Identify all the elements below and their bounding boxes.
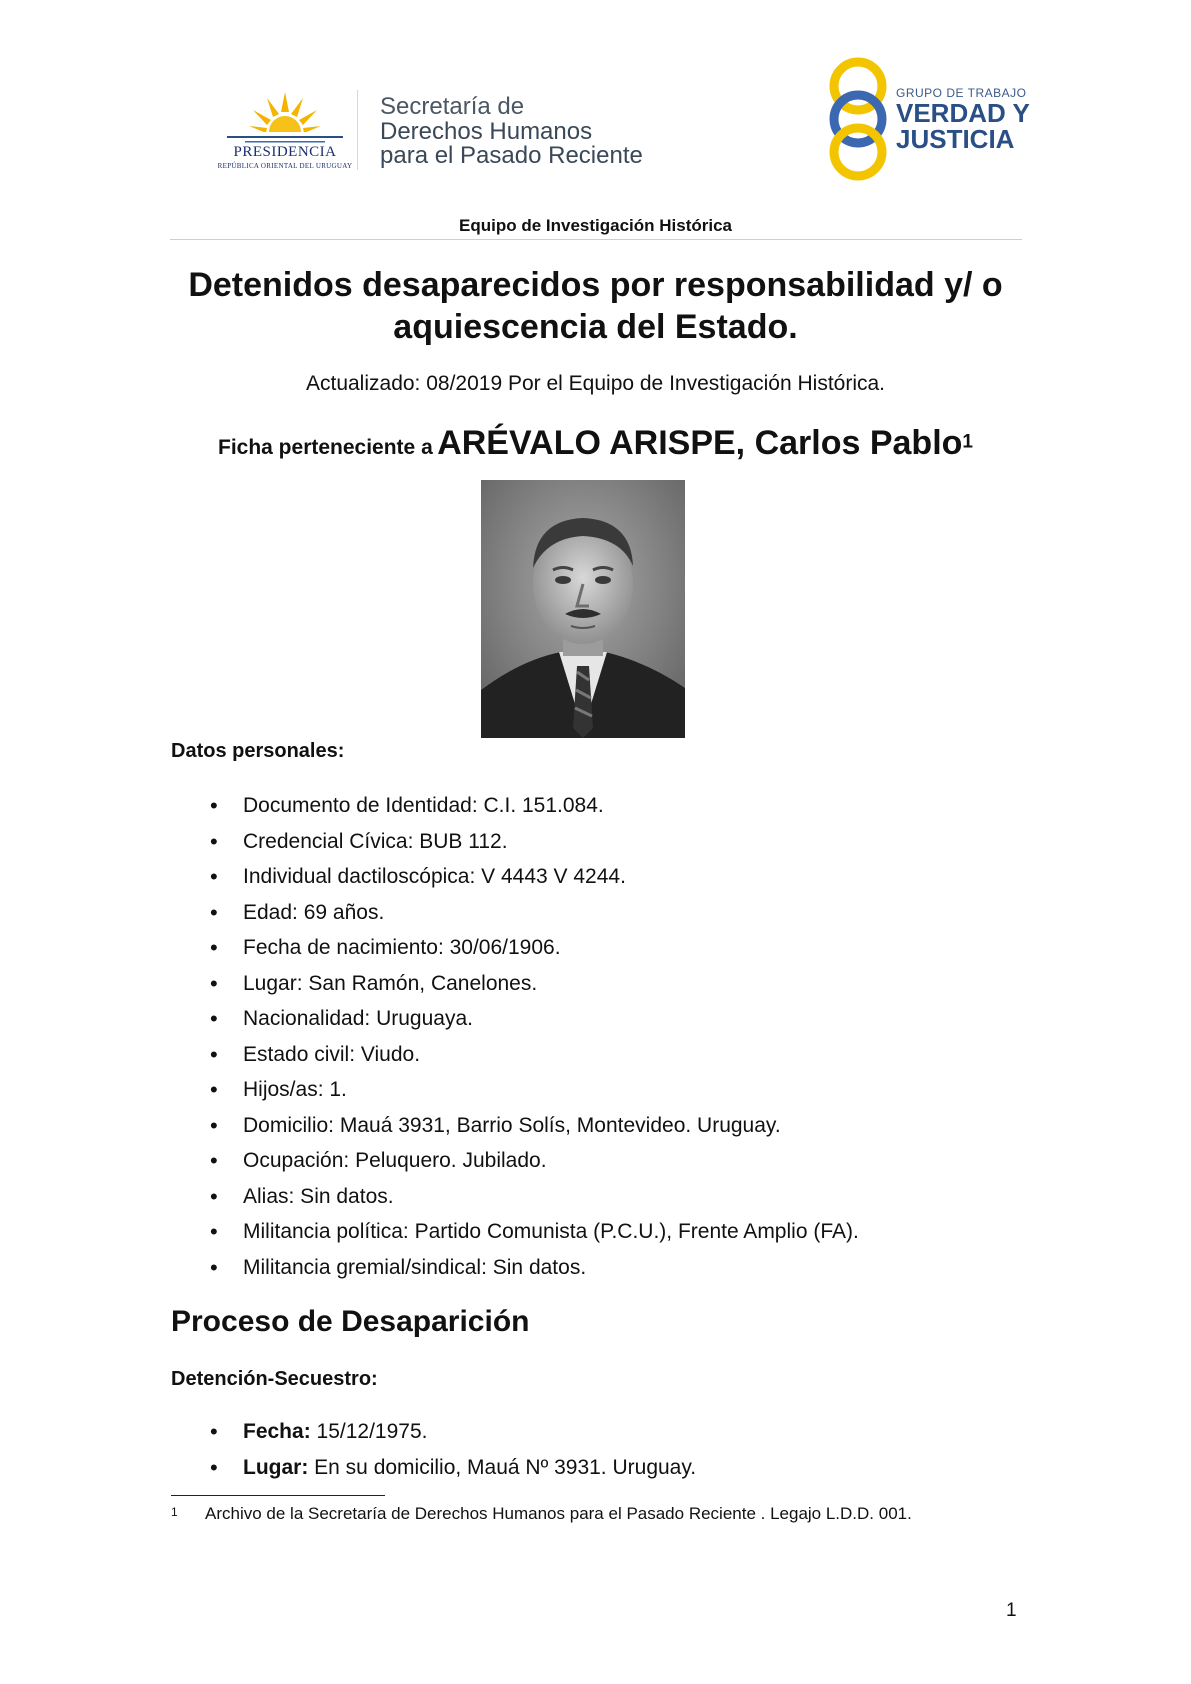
document-title: Detenidos desaparecidos por responsabilidad y/ o aquiescencia del Estado. [188, 266, 1003, 346]
ficha-heading [0, 424, 1191, 463]
footnote-number: 1 [171, 1505, 178, 1519]
list-item: • Lugar: San Ramón, Canelones. [171, 966, 859, 1002]
list-item: • Nacionalidad: Uruguaya. [171, 1001, 859, 1037]
logo-divider [357, 90, 358, 170]
secretaria-line-1: Secretaría de [380, 93, 525, 120]
list-item [171, 1450, 696, 1486]
page-number: 1 [1006, 1600, 1017, 1621]
person-photo [481, 480, 685, 738]
list-item: • Alias: Sin datos. [171, 1179, 859, 1215]
republica-label: REPÚBLICA ORIENTAL DEL URUGUAY [217, 162, 353, 170]
list-item: • Estado civil: Viudo. [171, 1037, 859, 1073]
updated-line: Actualizado: 08/2019 Por el Equipo de Investigación Histórica. [305, 372, 886, 395]
item-label: Fecha: [243, 1420, 311, 1443]
list-item: • Militancia gremial/sindical: Sin datos. [171, 1250, 859, 1286]
gt-line-1: GRUPO DE TRABAJO [896, 86, 1027, 100]
list-item [171, 1414, 696, 1450]
footnote [171, 1502, 1023, 1526]
item-label: Lugar: [243, 1455, 309, 1479]
item-value: En su domicilio, Mauá Nº 3931. Uruguay. [308, 1455, 697, 1479]
presidencia-label: PRESIDENCIA [233, 144, 337, 160]
list-item: • Fecha de nacimiento: 30/06/1906. [171, 930, 859, 966]
verdad-justicia-text [896, 86, 1030, 152]
list-item: • Hijos/as: 1. [171, 1072, 859, 1108]
list-item: • Militancia política: Partido Comunista (P.C.U.), Frente Amplio (FA). [171, 1214, 859, 1250]
item-value: 15/12/1975. [310, 1420, 428, 1443]
datos-personales-heading: Datos personales: [171, 740, 345, 762]
list-item: • Documento de Identidad: C.I. 151.084. [171, 788, 859, 824]
secretaria-logo-text [380, 94, 643, 168]
linked-rings-icon [820, 56, 896, 182]
list-item: • Individual dactiloscópica: V 4443 V 4244. [171, 859, 859, 895]
footnote-ref: 1 [962, 431, 973, 453]
ficha-prefix: Ficha perteneciente a [218, 436, 433, 459]
team-label: Equipo de Investigación Histórica [459, 216, 732, 235]
datos-personales-list [171, 788, 859, 1285]
presidencia-logo [205, 86, 365, 170]
gt-line-2: VERDAD Y [896, 98, 1030, 128]
sun-emblem-icon [205, 86, 365, 148]
proceso-heading: Proceso de Desaparición [171, 1305, 530, 1338]
footnote-text: Archivo de la Secretaría de Derechos Humanos para el Pasado Reciente . Legajo L.D.D. 001. [205, 1504, 912, 1523]
footnote-rule [171, 1495, 385, 1496]
list-item: • Credencial Cívica: BUB 112. [171, 824, 859, 860]
secretaria-line-3: para el Pasado Reciente [380, 142, 643, 169]
person-name: ARÉVALO ARISPE, Carlos Pablo [437, 424, 963, 462]
gt-line-3: JUSTICIA [896, 124, 1015, 154]
list-item: • Ocupación: Peluquero. Jubilado. [171, 1143, 859, 1179]
detencion-list [171, 1414, 696, 1485]
secretaria-line-2: Derechos Humanos [380, 118, 593, 145]
detencion-heading: Detención-Secuestro: [171, 1368, 378, 1390]
list-item: • Edad: 69 años. [171, 895, 859, 931]
list-item: • Domicilio: Mauá 3931, Barrio Solís, Montevideo. Uruguay. [171, 1108, 859, 1144]
header-rule [170, 239, 1022, 240]
verdad-justicia-logo [820, 56, 1030, 182]
